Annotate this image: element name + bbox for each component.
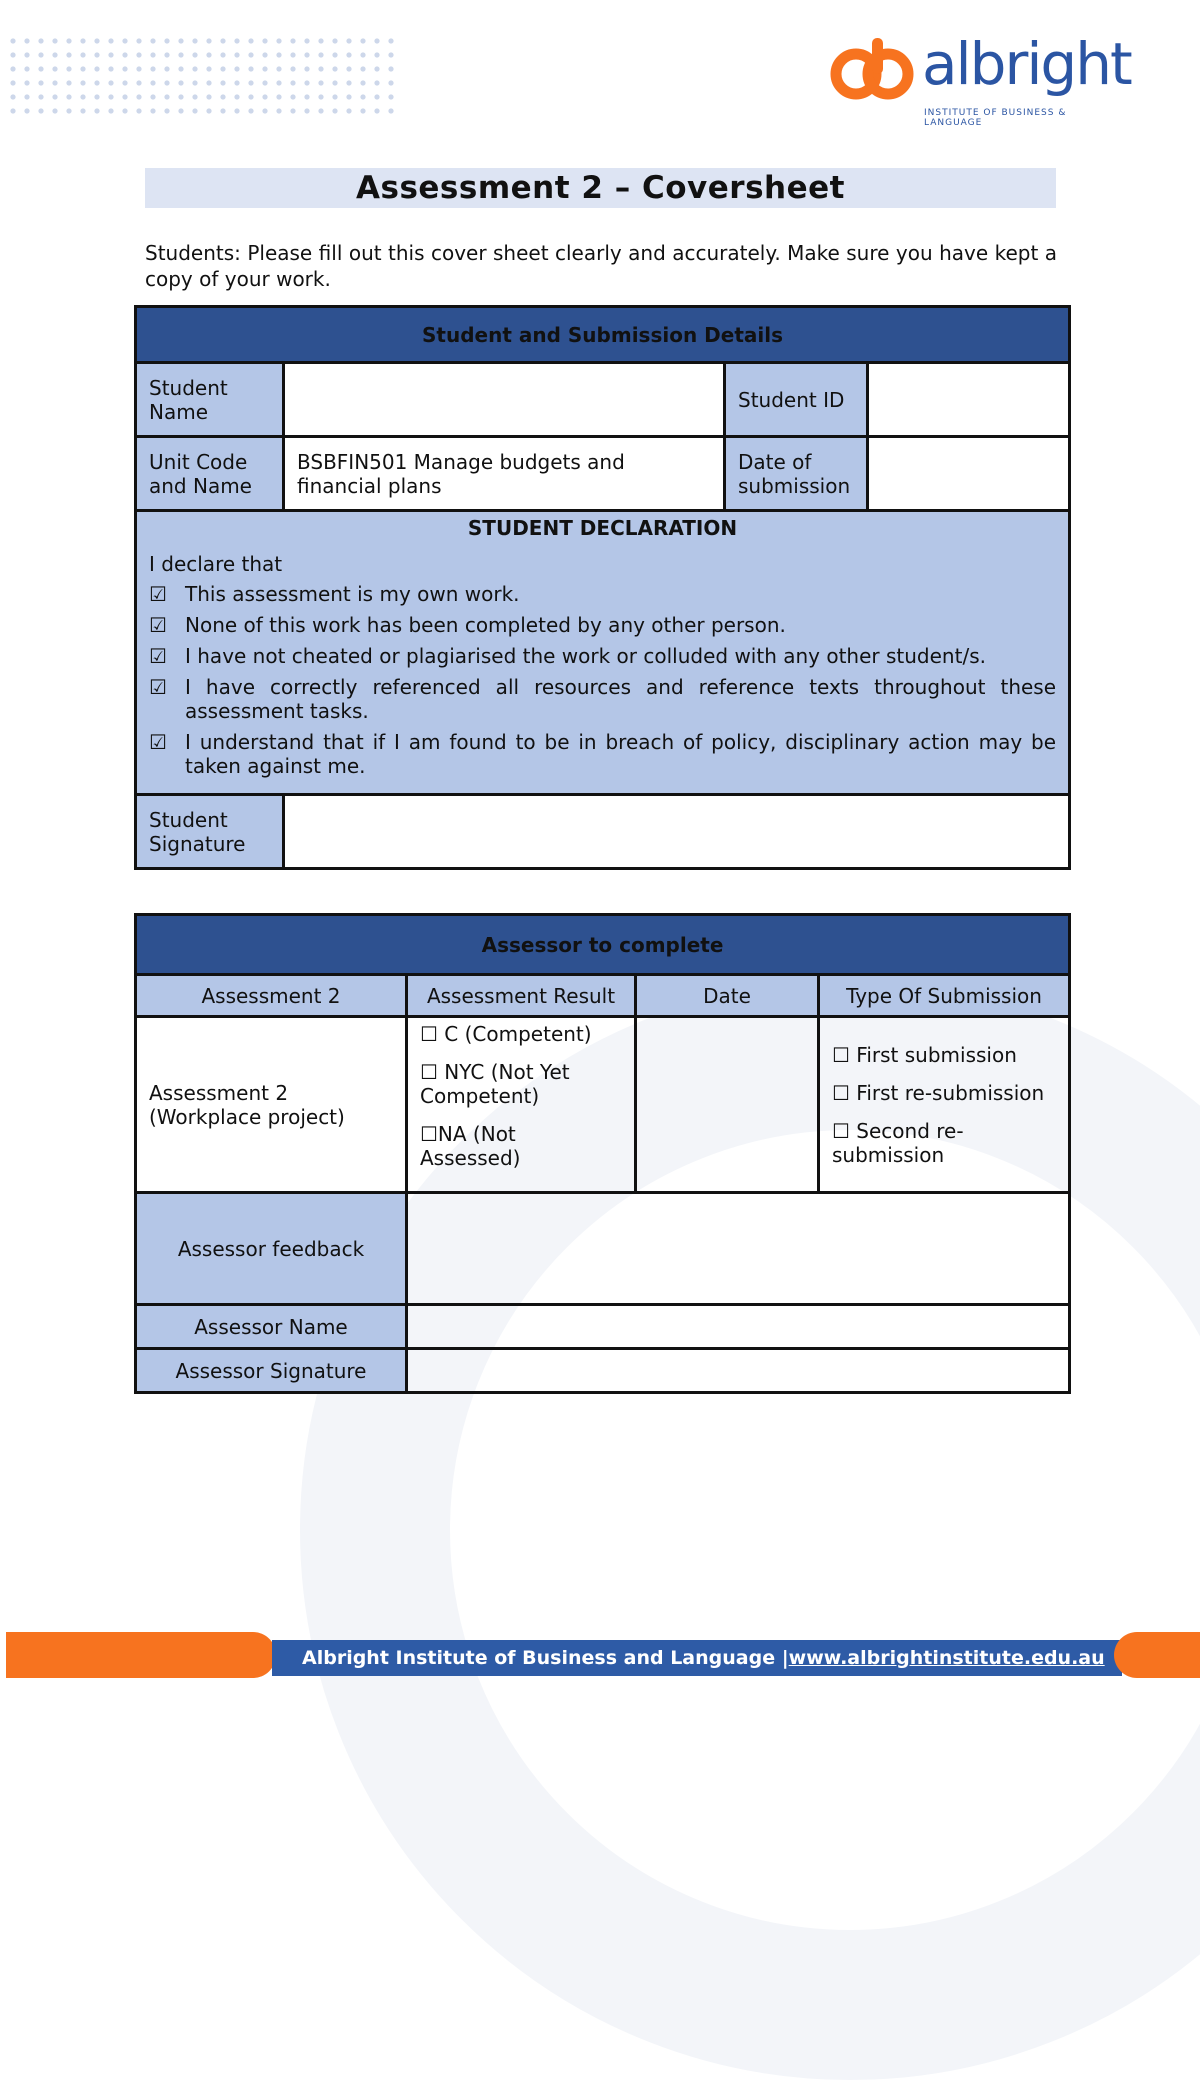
column-header-assessment: Assessment 2 [136,975,407,1017]
assessor-name-field[interactable] [407,1305,1070,1349]
checkbox-checked-icon[interactable]: ☑ [149,675,167,699]
declaration-item-text: I have not cheated or plagiarised the work or colluded with any other student/s. [185,644,986,668]
submission-details-header: Student and Submission Details [136,307,1070,363]
albright-logo [828,30,1131,128]
assessor-table [134,913,1071,1394]
checkbox-checked-icon[interactable]: ☑ [149,644,167,668]
unit-code-value: BSBFIN501 Manage budgets and financial plans [284,437,725,511]
submission-date-label: Date of submission [725,437,868,511]
declaration-item [149,582,1056,606]
declaration-item [149,644,1056,668]
student-id-field[interactable] [868,363,1070,437]
footer-accent-left [6,1632,276,1678]
column-header-result: Assessment Result [407,975,636,1017]
assessment-name: Assessment 2 (Workplace project) [136,1017,407,1193]
declaration-intro: I declare that [149,552,283,576]
dot-pattern-decoration [6,34,396,114]
unit-code-label: Unit Code and Name [136,437,284,511]
student-name-label: Student Name [136,363,284,437]
declaration-item-text: I understand that if I am found to be in breach of policy, disciplinary action may be taken against me. [185,730,1057,778]
page-title: Assessment 2 – Coversheet [145,168,1056,208]
submission-details-table [134,305,1071,870]
type-option-first-resubmission[interactable]: ☐ First re-submission [832,1080,1045,1105]
declaration-item [149,675,1056,723]
intro-text: Students: Please fill out this cover sheet clearly and accurately. Make sure you have kept a copy of your work. [145,241,1057,291]
student-id-label: Student ID [725,363,868,437]
declaration-title: STUDENT DECLARATION [467,516,738,540]
assessor-name-label: Assessor Name [136,1305,407,1349]
declaration-item-text: None of this work has been completed by any other person. [185,613,786,637]
submission-date-field[interactable] [868,437,1070,511]
column-header-type: Type Of Submission [819,975,1070,1017]
declaration-item-text: I have correctly referenced all resources and reference texts throughout these assessment tasks. [185,675,1057,723]
declaration-item-text: This assessment is my own work. [185,582,520,606]
assessor-header: Assessor to complete [136,915,1070,975]
albright-logo-mark-icon [828,36,920,106]
brand-tagline: INSTITUTE OF BUSINESS & LANGUAGE [924,108,1067,128]
footer-accent-right [1114,1632,1200,1678]
declaration-item [149,730,1056,778]
column-header-date: Date [636,975,819,1017]
student-declaration [136,511,1070,795]
assessor-signature-field[interactable] [407,1349,1070,1393]
assessor-feedback-label: Assessor feedback [136,1193,407,1305]
student-name-field[interactable] [284,363,725,437]
checkbox-checked-icon[interactable]: ☑ [149,613,167,637]
assessor-signature-label: Assessor Signature [136,1349,407,1393]
checkbox-checked-icon[interactable]: ☑ [149,582,167,606]
student-signature-field[interactable] [284,795,1070,869]
result-option-not-assessed[interactable]: ☐NA (Not Assessed) [420,1122,521,1170]
submission-type-options [819,1017,1070,1193]
type-option-first[interactable]: ☐ First submission [832,1042,1017,1067]
result-option-not-yet-competent[interactable]: ☐ NYC (Not Yet Competent) [420,1060,570,1108]
checkbox-checked-icon[interactable]: ☑ [149,730,167,754]
footer-website-link[interactable]: www.albrightinstitute.edu.au [788,1647,1105,1669]
student-signature-label: Student Signature [136,795,284,869]
result-options [407,1017,636,1193]
footer-text: Albright Institute of Business and Language | [302,1647,789,1669]
type-option-second-resubmission[interactable]: ☐ Second re-submission [832,1118,964,1167]
assessor-feedback-field[interactable] [407,1193,1070,1305]
footer-bar [272,1640,1122,1676]
declaration-item [149,613,1056,637]
brand-name: albright [922,30,1131,98]
assessment-date-field[interactable] [636,1017,819,1193]
result-option-competent[interactable]: ☐ C (Competent) [420,1022,592,1046]
